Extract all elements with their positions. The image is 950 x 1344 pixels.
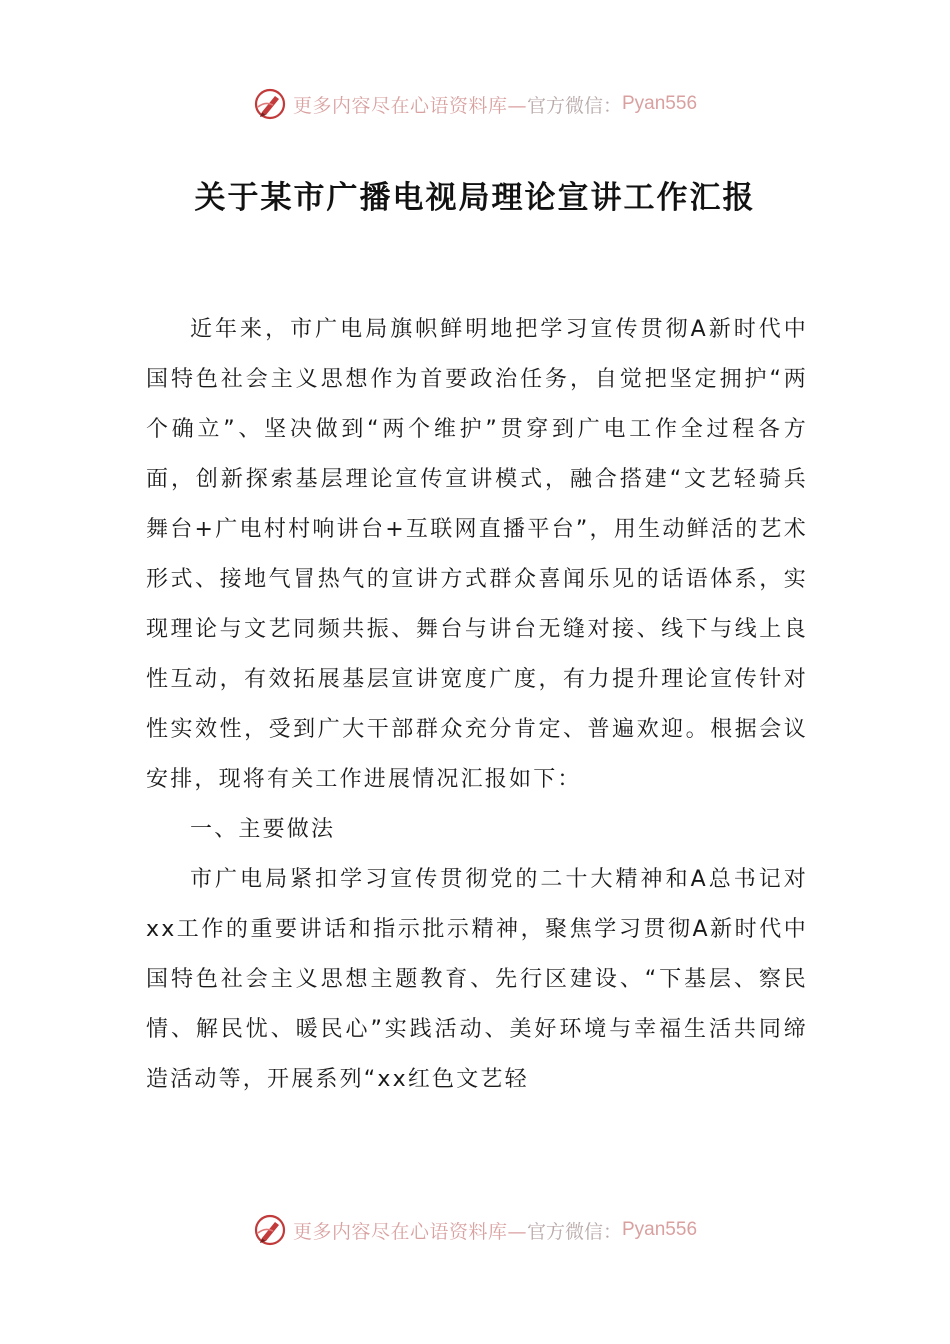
paragraph-intro: 近年来，市广电局旗帜鲜明地把学习宣传贯彻A新时代中国特色社会主义思想作为首要政治任务，自觉把坚定拥护“两个确立”、坚决做到“两个维护”贯穿到广电工作全过程各方面，创新探索基层理论宣传宣讲模式，融合搭建“文艺轻骑兵舞台+广电村村响讲台+互联网直播平台”，用生动鲜活的艺术形式、接地气冒热气的宣讲方式群众喜闻乐见的话语体系，实现理论与文艺同频共振、舞台与讲台无缝对接、线下与线上良性互动，有效拓展基层宣讲宽度广度，有力提升理论宣传针对性实效性，受到广大干部群众充分肯定、普遍欢迎。根据会议安排，现将有关工作进展情况汇报如下：	[146, 317, 808, 792]
section-heading: 一、主要做法	[190, 817, 336, 842]
watermark-banner-bottom	[0, 1210, 950, 1250]
watermark-wechat-label: 官方微信：	[526, 1220, 622, 1243]
watermark-text: 更多内容尽在心语资料库—	[292, 94, 527, 117]
paragraph-section-1: 市广电局紧扣学习宣传贯彻党的二十大精神和A总书记对xx工作的重要讲话和指示批示精神，聚焦学习贯彻A新时代中国特色社会主义思想主题教育、先行区建设、“下基层、察民情、解民忧、暖民心”实践活动、美好环境与幸福生活共同缔造活动等，开展系列“xx红色文艺轻	[146, 867, 808, 1092]
watermark-text: 更多内容尽在心语资料库—	[292, 1220, 527, 1243]
watermark-wechat-id: Pyan556	[622, 1219, 698, 1240]
watermark-banner-top	[0, 84, 950, 124]
pen-logo-icon	[253, 87, 287, 121]
document-title: 关于某市广播电视局理论宣讲工作汇报	[194, 180, 756, 216]
document-body	[146, 305, 808, 1105]
watermark-wechat-label: 官方微信：	[526, 94, 622, 117]
watermark-wechat-id: Pyan556	[622, 93, 698, 114]
pen-logo-icon	[253, 1213, 287, 1247]
